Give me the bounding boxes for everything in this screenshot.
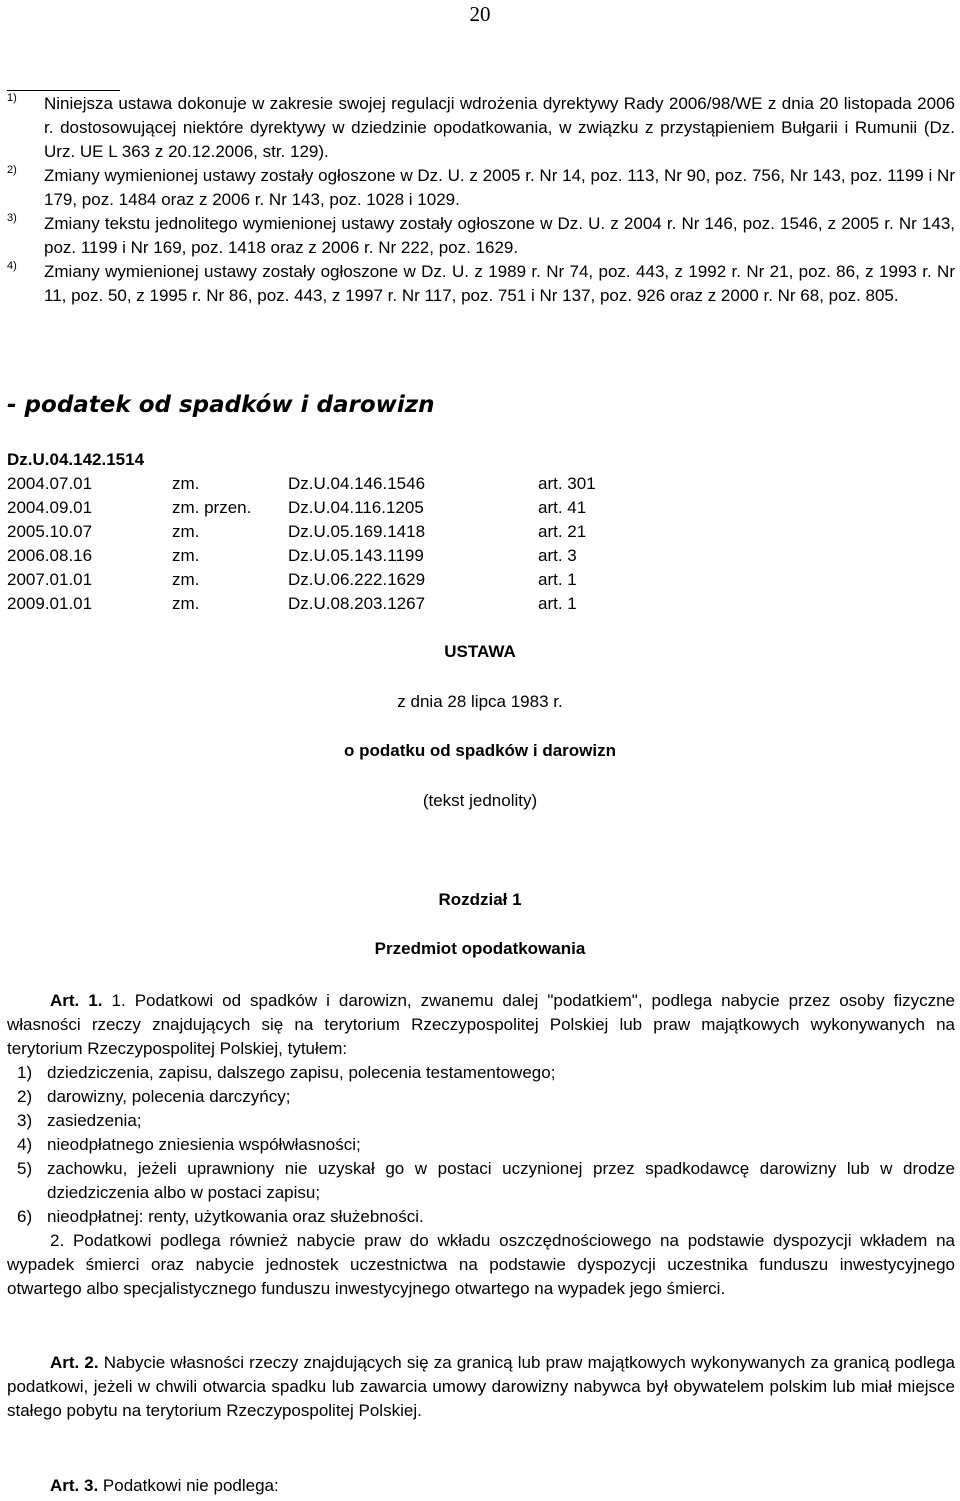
article-1-paragraph-2	[7, 1229, 955, 1301]
amendment-type: zm. przen.	[172, 498, 252, 517]
amendment-ref: Dz.U.08.203.1267	[288, 594, 426, 613]
table-row	[7, 496, 596, 520]
table-row	[7, 568, 596, 592]
list-item-text: darowizny, polecenia darczyńcy;	[47, 1087, 291, 1106]
list-item	[7, 1133, 955, 1157]
amendment-ref: Dz.U.06.222.1629	[288, 570, 426, 589]
amendment-art: art. 3	[538, 546, 577, 565]
law-title: - podatek od spadków i darowizn	[7, 392, 435, 418]
article-label: Art. 1.	[50, 991, 103, 1010]
article-label: Art. 2.	[50, 1353, 99, 1372]
act-type-heading: USTAWA	[444, 642, 516, 661]
amendment-date: 2004.09.01	[7, 498, 93, 517]
footnote-mark: 1)	[7, 92, 17, 104]
chapter-title: Przedmiot opodatkowania	[374, 939, 586, 958]
footnote-text: Zmiany tekstu jednolitego wymienionej ustawy zostały ogłoszone w Dz. U. z 2004 r. Nr 146, poz. 1546, z 2005 r. Nr 143, poz. 1199 i Nr 169, poz. 1418 oraz z 2006 r. Nr 222, poz. 1629.	[44, 214, 955, 257]
amendment-type: zm.	[172, 570, 200, 589]
list-item	[7, 1109, 955, 1133]
table-row	[7, 472, 596, 496]
list-item-number: 3)	[17, 1111, 33, 1130]
footnote-2	[7, 164, 955, 212]
amendment-date: 2009.01.01	[7, 594, 93, 613]
list-item-number: 4)	[17, 1135, 33, 1154]
list-item-number: 6)	[17, 1207, 33, 1226]
footnote-4	[7, 260, 955, 308]
article-text: Podatkowi nie podlega:	[102, 1476, 279, 1495]
article-1	[7, 989, 955, 1301]
list-item-text: nieodpłatnej: renty, użytkowania oraz służebności.	[47, 1207, 424, 1226]
list-item-text: zasiedzenia;	[47, 1111, 142, 1130]
amendment-type: zm.	[172, 546, 200, 565]
amendment-art: art. 1	[538, 594, 577, 613]
act-subject: o podatku od spadków i darowizn	[343, 741, 616, 760]
footnote-separator	[7, 90, 120, 91]
list-item	[7, 1085, 955, 1109]
list-item-number: 1)	[17, 1063, 33, 1082]
footnote-text: Zmiany wymienionej ustawy zostały ogłoszone w Dz. U. z 2005 r. Nr 14, poz. 113, Nr 90, poz. 756, Nr 143, poz. 1199 i Nr 179, poz. 1484 oraz z 2006 r. Nr 143, poz. 1028 i 1029.	[44, 166, 955, 209]
table-row	[7, 520, 596, 544]
act-date: z dnia 28 lipca 1983 r.	[397, 692, 563, 711]
footnote-mark: 4)	[7, 260, 17, 272]
list-item-text: dziedziczenia, zapisu, dalszego zapisu, polecenia testamentowego;	[47, 1063, 556, 1082]
article-1-paragraph-1	[7, 989, 955, 1061]
amendments-table	[7, 472, 596, 616]
list-item-number: 5)	[17, 1159, 33, 1178]
footnote-1	[7, 92, 955, 164]
amendment-type: zm.	[172, 522, 200, 541]
article-2	[7, 1351, 955, 1423]
amendment-art: art. 41	[538, 498, 587, 517]
amendment-date: 2004.07.01	[7, 474, 93, 493]
amendment-ref: Dz.U.04.116.1205	[288, 498, 424, 517]
amendment-ref: Dz.U.04.146.1546	[288, 474, 426, 493]
list-item-number: 2)	[17, 1087, 33, 1106]
article-3	[7, 1474, 955, 1498]
amendment-ref: Dz.U.05.169.1418	[288, 522, 426, 541]
amendment-art: art. 1	[538, 570, 577, 589]
amendment-art: art. 301	[538, 474, 596, 493]
amendment-date: 2005.10.07	[7, 522, 93, 541]
paragraph-text: Podatkowi od spadków i darowizn, zwanemu dalej "podatkiem", podlega nabycie przez osoby fizyczne własności rzeczy znajdujących się na terytorium Rzeczypospolitej Polskiej lub praw majątkowych wykonywanych na terytorium Rzeczypospolitej Polskiej, tytułem:	[7, 991, 956, 1058]
paragraph-text: Podatkowi podlega również nabycie praw do wkładu oszczędnościowego na podstawie dyspozycji wkładem na wypadek śmierci oraz nabycie jednostek uczestnictwa na podstawie dyspozycji uczestnika funduszu inwestycyjnego otwartego albo specjalistycznego funduszu inwestycyjnego otwartego na wypadek jego śmierci.	[7, 1231, 955, 1298]
amendment-art: art. 21	[538, 522, 587, 541]
journal-reference: Dz.U.04.142.1514	[7, 450, 145, 469]
footnote-text: Niniejsza ustawa dokonuje w zakresie swojej regulacji wdrożenia dyrektywy Rady 2006/98/WE z dnia 20 listopada 2006 r. dostosowującej niektóre dyrektywy w dziedzinie opodatkowania, w związku z przystąpieniem Bułgarii i Rumunii (Dz. Urz. UE L 363 z 20.12.2006, str. 129).	[44, 94, 955, 161]
footnotes	[7, 92, 955, 308]
footnote-3	[7, 212, 955, 260]
amendment-type: zm.	[172, 594, 200, 613]
list-item	[7, 1157, 955, 1205]
list-item-text: nieodpłatnego zniesienia współwłasności;	[47, 1135, 361, 1154]
amendment-type: zm.	[172, 474, 200, 493]
page-number: 20	[469, 2, 491, 26]
amendment-ref: Dz.U.05.143.1199	[288, 546, 424, 565]
footnote-mark: 3)	[7, 212, 17, 224]
table-row	[7, 544, 596, 568]
article-text: Nabycie własności rzeczy znajdujących się za granicą lub praw majątkowych wykonywanych za granicą podlega podatkowi, jeżeli w chwili otwarcia spadku lub zawarcia umowy darowizny nabywca był obywatelem polskim lub miał miejsce stałego pobytu na terytorium Rzeczypospolitej Polskiej.	[7, 1353, 955, 1420]
amendment-date: 2007.01.01	[7, 570, 93, 589]
table-row	[7, 592, 596, 616]
act-note: (tekst jednolity)	[422, 791, 538, 810]
list-item-text: zachowku, jeżeli uprawniony nie uzyskał go w postaci uczynionej przez spadkodawcę darowizny lub w drodze dziedziczenia albo w postaci zapisu;	[47, 1159, 955, 1202]
footnote-mark: 2)	[7, 164, 17, 176]
article-label: Art. 3.	[50, 1476, 99, 1495]
paragraph-number: 2.	[50, 1231, 65, 1250]
footnote-text: Zmiany wymienionej ustawy zostały ogłoszone w Dz. U. z 1989 r. Nr 74, poz. 443, z 1992 r. Nr 21, poz. 86, z 1993 r. Nr 11, poz. 50, z 1995 r. Nr 86, poz. 443, z 1997 r. Nr 117, poz. 751 i Nr 137, poz. 926 oraz z 2000 r. Nr 68, poz. 805.	[44, 262, 955, 305]
paragraph-number: 1.	[111, 991, 126, 1010]
list-item	[7, 1205, 955, 1229]
list-item	[7, 1061, 955, 1085]
amendment-date: 2006.08.16	[7, 546, 93, 565]
chapter-number: Rozdział 1	[438, 890, 522, 909]
